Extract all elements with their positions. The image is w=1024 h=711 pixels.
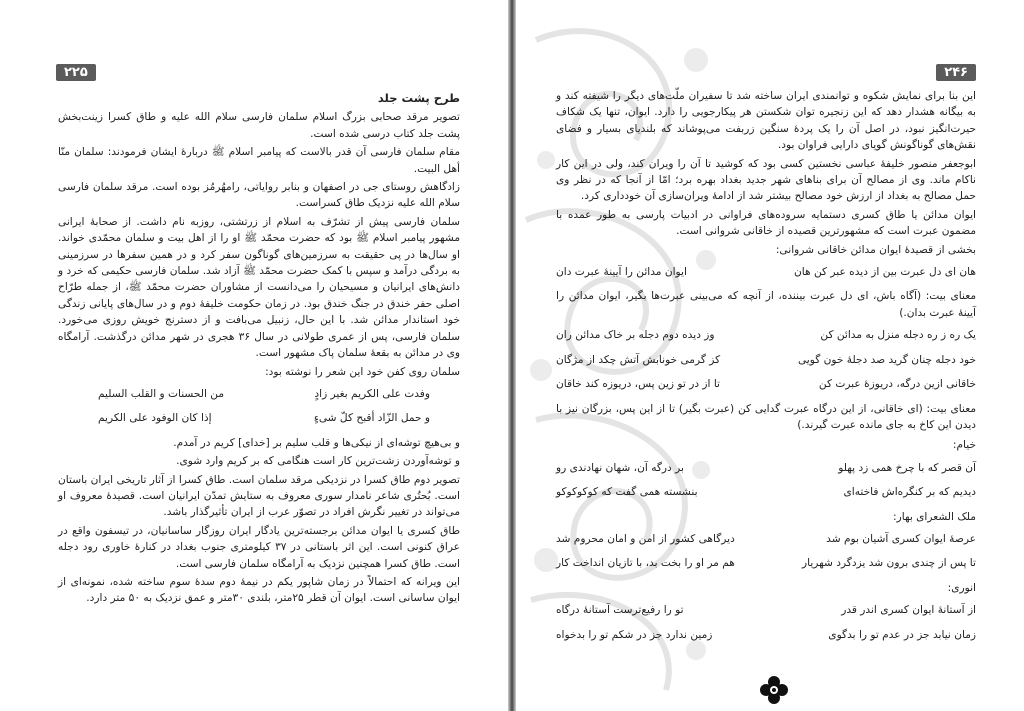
hemistich: بر درگه آن، شهان نهادندی رو [556, 461, 684, 474]
hemistich: آن قصر که با چرخ همی زد پهلو [838, 461, 976, 474]
hemistich: عرصهٔ ایوان کسری آشیان بوم شد [826, 532, 976, 545]
poem-couplet [556, 484, 976, 500]
paragraph: این بنا برای نمایش شکوه و توانمندی ایران ساخته شد تا سفیران ملّت‌های دیگر را شیفته کند و به بیگانه هشدار دهد که این زنجیره توان شکستن هر پیکارجویی را دارد. ایوان، تنها یک شکاف حیرت‌انگیز نبود، در اصل آن را یک پردهٔ سنگین زربفت می‌پوشاند که بلندیای بسیار و فضای نقش‌های گوناگونش گویای دارایی فراوان بود. [556, 90, 976, 152]
poet-label: انوری: [947, 581, 976, 594]
paragraph: تصویر مرقد صحابی بزرگ اسلام سلمان فارسی سلام الله علیه و طاق کسرا زینت‌بخش پشت جلد کتاب درسی شده است. [58, 111, 460, 140]
poem-couplet [556, 627, 976, 643]
paragraph: ابوجعفر منصور خلیفهٔ عباسی نخستین کسی بود که کوشید تا آن را ویران کند، ولی در این کار ناکام ماند. وی از مصالح آن برای بناهای شهر جدید بغداد بهره برد؛ امّا از آنجا که در نظر وی حمل مصالح به بغداد از ارزش خود مصالح بیشتر شد از ادامهٔ ویران‌سازی آن خودداری کرد. [556, 157, 976, 203]
hemistich: و حمل الزّاد أقبح کلّ شیءٍ [313, 412, 430, 425]
hemistich: دیدیم که بر کنگره‌اش فاخته‌ای [843, 486, 976, 499]
arabic-couplet [98, 386, 430, 402]
hemistich: زمین ندارد جز در شکم تو را بدخواه [556, 628, 713, 641]
poem-couplet [556, 531, 976, 547]
hemistich: زمان نیابد جز در عدم تو را بدگوی [828, 628, 976, 641]
hemistich: بنشسته همی گفت که کوکوکوکو [556, 486, 698, 499]
paragraph: زادگاهش روستای جی در اصفهان و بنابر روایاتی، رامهُرمُز بوده است. مرقد سلمان فارسی سلام الله علیه نزدیک طاق کسراست. [58, 181, 460, 210]
poem-couplet [556, 264, 976, 280]
poem-couplet [556, 352, 976, 368]
right-page-content [556, 88, 976, 651]
poet-label: ملک الشعرای بهار: [893, 510, 976, 523]
left-page-number: ۲۲۵ [56, 64, 96, 81]
hemistich: خاقانی ازین درگه، دریوزهٔ عبرت کن [818, 378, 976, 391]
hemistich: از آستانهٔ ایوان کسری اندر قدر [841, 604, 976, 617]
verse-meaning: معنای بیت: (ای خاقانی، از این درگاه عبرت گدایی کن (عبرت بگیر) تا از این پس، بزرگان نیز با دیدن این کاخ به جای مانده عبرت گیرند.) [556, 402, 976, 431]
hemistich: خود دجله چنان گرید صد دجلهٔ خون گویی [797, 353, 976, 366]
poem-couplet [556, 376, 976, 392]
poem-couplet [556, 602, 976, 618]
left-page [0, 0, 508, 711]
hemistich: هان ای دل عبرت بین از دیده عبر کن هان [794, 266, 976, 279]
poem-couplet [556, 555, 976, 571]
hemistich: هم مر او را بخت بد، با تازیان انداخت کار [556, 557, 735, 570]
paragraph: طاق کسری یا ایوان مدائن برجسته‌ترین یادگار ایران روزگار ساسانیان، در تیسفون واقع در عراق کنونی است. این اثر باستانی در ۳۷ کیلومتری جنوب بغداد در کنارهٔ خاوری رود دجله است. طاق کسرا همچنین نزدیک به آرامگاه سلمان فارسی است. [58, 524, 460, 570]
poet-label: خیام: [952, 439, 976, 452]
flower-emblem-icon [760, 676, 788, 704]
right-page-number: ۲۴۶ [936, 64, 976, 81]
paragraph: و توشه‌آوردن زشت‌ترین کار است هنگامی که بر کریم وارد شوی. [176, 455, 460, 468]
arabic-couplet [98, 410, 430, 426]
verse-meaning: معنای بیت: (آگاه باش، ای دل عبرت بیننده، از آنچه که می‌بینی عبرت‌ها بگیر، ایوان مدائن را آیینهٔ عبرت بدان.) [556, 290, 976, 319]
hemistich: کز گرمی خونابش آتش چکد از مژگان [556, 353, 721, 366]
paragraph: سلمان فارسی پیش از تشرّف به اسلام از زرتشتی، روزبه نام داشت. از صحابهٔ ایرانی مشهور پیامبر اسلام ﷺ بود که حضرت محمّد ﷺ او را از اهل بیت و سلمان محمّدی خواند. او سال‌ها در پی حقیقت به سرزمین‌های گوناگون سفر کرد و در همین سفرها در سرزمینی به بردگی درآمد و سپس با کمک حضرت محمّد ﷺ آزاد شد. سلمان فارسی حکیمی که خرد و دانش‌های ایرانیان و مسیحیان را می‌دانست از مشاوران حضرت محمّد ﷺ، از جمله طرّاح اصلی حفر خندق در جنگ خندق بود. در زمان حکومت خلیفهٔ دوم و در سال‌های پایانی زندگی خود استاندار مدائن شد. با این حال، زنبیل می‌بافت و از دسترنج خویش روزی می‌خورد. سلمان فارسی، پس از عمری طولانی در سال ۳۶ هجری در شهر مدائن درگذشت. آرامگاه وی در مدائن به بقعهٔ سلمان پاک مشهور است. [58, 215, 460, 360]
section-heading: طرح پشت جلد [377, 91, 460, 105]
paragraph: ایوان مدائن یا طاق کسری دستمایه سروده‌های فراوانی در ادبیات پارسی به طور عمده با مضمون عبرت است که مشهورترین قصیده از خاقانی شروانی است. [556, 208, 976, 238]
paragraph: این ویرانه که احتمالاً در زمان شاپور یکم در نیمهٔ دوم سدهٔ سوم ساخته شده، نمونه‌ای از ایوان ساسانی است. ایوان آن قطر ۲۵متر، بلندی ۳۰متر و عمق نزدیک به ۵۰ متر دارد. [58, 575, 460, 605]
poem-couplet [556, 327, 976, 343]
left-page-content [58, 90, 460, 609]
paragraph: و بی‌هیچ توشه‌ای از نیکی‌ها و قلب سلیم بر [خدای] کریم در آمدم. [173, 436, 460, 449]
hemistich: تا پس از چندی برون شد یزدگرد شهریار [801, 557, 976, 570]
paragraph: سلمان روی کفن خود این شعر را نوشته بود: [265, 365, 460, 378]
hemistich: وفدت علی الکریم بغیر زادٍ [314, 387, 430, 400]
hemistich: وز دیده دوم دجله بر خاک مدائن ران [556, 329, 715, 342]
paragraph: مقام سلمان فارسی آن قدر بالاست که پیامبر اسلام ﷺ دربارهٔ ایشان فرمودند: سلمان منّا أهل البیت. [58, 146, 460, 175]
poem-couplet [556, 460, 976, 476]
book-gutter [508, 0, 516, 711]
hemistich: دیرگاهی کشور از امن و امان محروم شد [556, 532, 735, 545]
hemistich: تا از در تو زین پس، دریوزه کند خاقان [556, 378, 721, 391]
hemistich: إذا کان الوفود علی الکریم [98, 412, 212, 425]
right-page [516, 0, 1024, 711]
hemistich: ایوان مدائن را آیینهٔ عبرت دان [556, 266, 687, 279]
paragraph: تصویر دوم طاق کسرا در نزدیکی مرقد سلمان است. طاق کسرا از آثار تاریخی ایران باستان است. بُحتُری شاعر نامدار سوری معروف به ستایش تمدّن ایرانیان است. قصیدهٔ معروف او می‌تواند در تغییر نگرش افراد در تصوّر عرب از ایران تأثیرگذار باشد. [58, 473, 460, 519]
hemistich: من الحسنات و القلب السلیم [98, 387, 224, 400]
paragraph: بخشی از قصیدهٔ ایوان مدائن خاقانی شروانی: [775, 243, 976, 256]
hemistich: یک ره ز ره دجله منزل به مدائن کن [820, 329, 976, 342]
hemistich: تو را رفیع‌ترست آستانهٔ درگاه [556, 604, 684, 617]
